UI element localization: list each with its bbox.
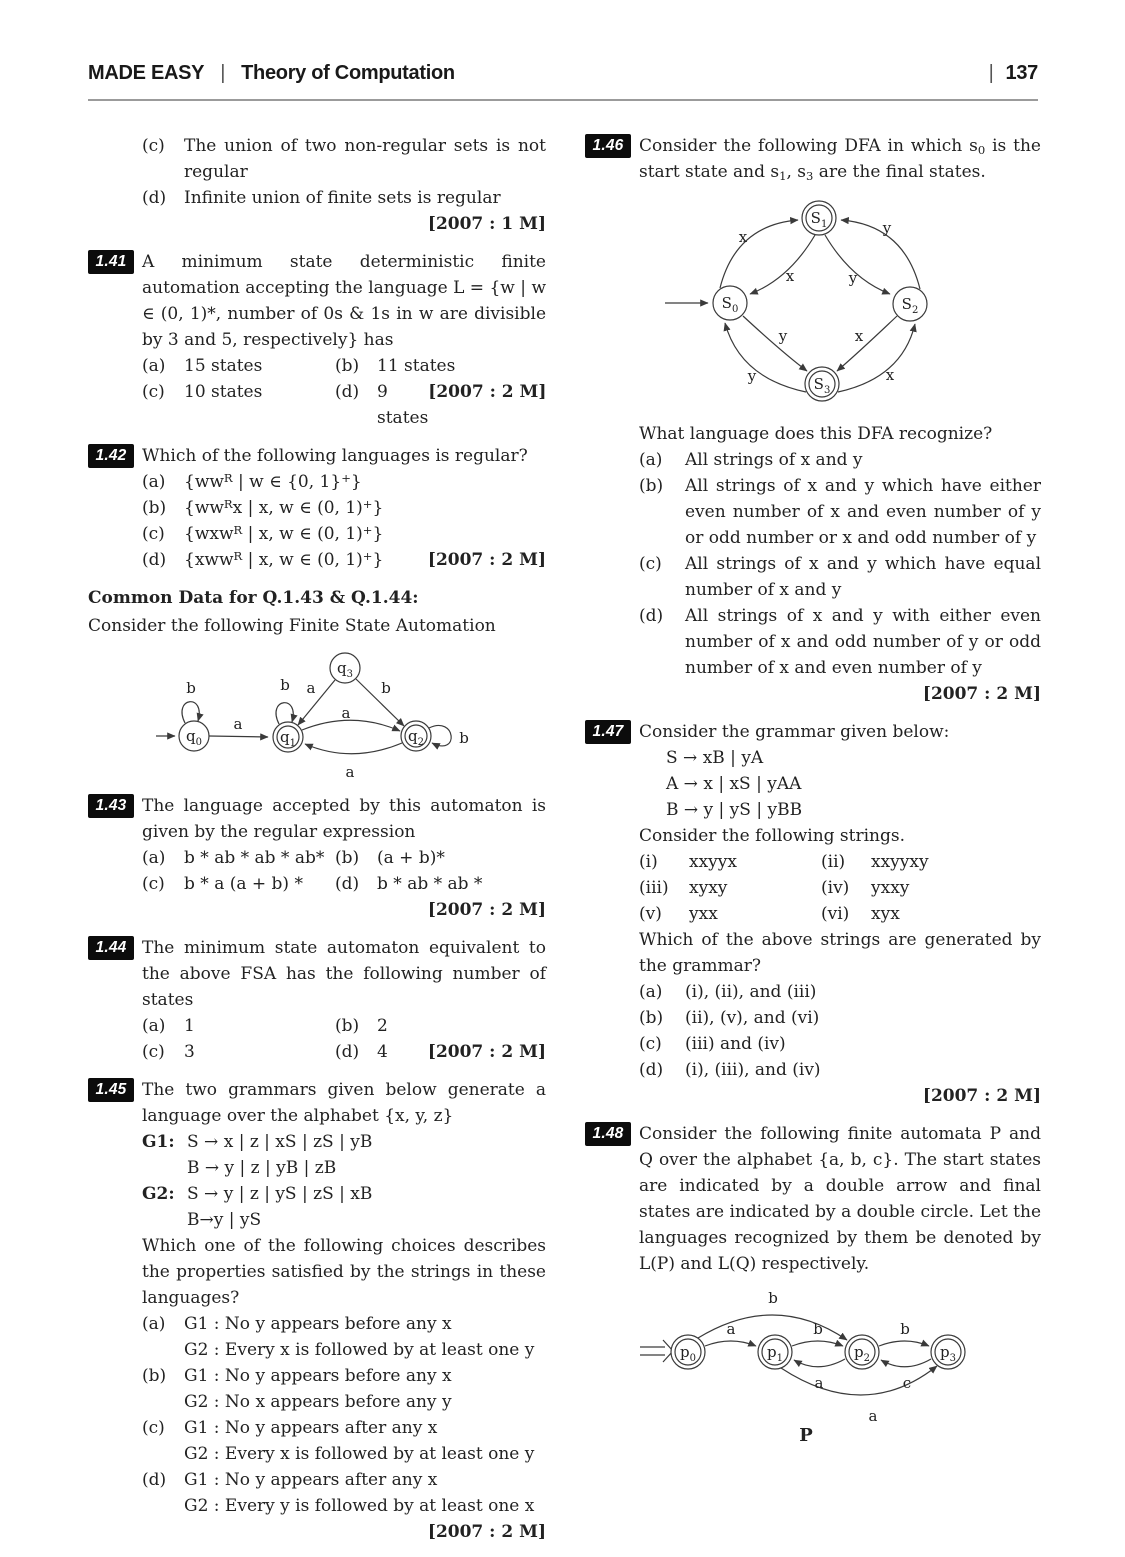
page-number-group bbox=[989, 62, 1038, 85]
edge-label: y bbox=[747, 367, 757, 385]
question-text: Consider the following finite automata P and Q over the alphabet {a, b, c}. The start states are indicated by a double arrow and final states are indicated by a double circle. Let the languages recognized by them be denoted by L(P) and L(Q) respectively. bbox=[639, 1124, 1041, 1274]
header-rule bbox=[88, 99, 1038, 101]
edge-label: b bbox=[381, 679, 391, 697]
question-text: The two grammars given below generate a language over the alphabet {x, y, z} bbox=[142, 1080, 546, 1126]
option-label: (a) bbox=[142, 472, 166, 492]
edge-label: a bbox=[814, 1374, 824, 1392]
option-label: (c) bbox=[639, 554, 662, 574]
option-label: (d) bbox=[335, 1042, 360, 1062]
option-text: 10 states bbox=[184, 382, 263, 402]
option-text: {xww$^R$ | x, w ∈ (0, 1)+} bbox=[184, 548, 384, 570]
option-label: (b) bbox=[335, 356, 360, 376]
transition-edge bbox=[182, 702, 199, 723]
transition-edge bbox=[298, 680, 335, 725]
edge-label: a bbox=[306, 679, 316, 697]
marks: [2007 : 2 M] bbox=[922, 1086, 1041, 1106]
transition-edge bbox=[881, 1359, 931, 1367]
option-label: (a) bbox=[639, 982, 663, 1002]
string-text: yxx bbox=[689, 904, 718, 924]
marks: [2007 : 2 M] bbox=[427, 550, 546, 570]
string-text: xxyyxy bbox=[871, 852, 929, 872]
option-label: (d) bbox=[639, 606, 664, 626]
question-subtext: What language does this DFA recognize? bbox=[639, 424, 993, 444]
fsa-labels bbox=[186, 659, 469, 781]
option-row bbox=[142, 1013, 546, 1039]
question-number-badge: 1.44 bbox=[88, 936, 134, 960]
option-a bbox=[639, 979, 1041, 1005]
option-label: (c) bbox=[142, 524, 165, 544]
chapter-title: Theory of Computation bbox=[241, 62, 455, 84]
option-label: (d) bbox=[335, 874, 360, 894]
option-d bbox=[142, 547, 546, 573]
option-row bbox=[142, 1039, 546, 1065]
transition-edge bbox=[750, 235, 815, 294]
option-text: All strings of x and y which have either even number of x and even number of y or odd number or x and odd number of y bbox=[685, 476, 1041, 548]
option-text: All strings of x and y with either even number of x and odd number of y or odd number of x and even number of y bbox=[685, 606, 1041, 678]
marks: [2007 : 2 M] bbox=[427, 1042, 546, 1062]
fsa-states bbox=[179, 653, 431, 752]
edge-label: b bbox=[813, 1320, 823, 1338]
option-text: (iii) and (iv) bbox=[685, 1034, 786, 1054]
edge-label: a bbox=[345, 763, 355, 781]
option-line: G2 : No x appears before any y bbox=[184, 1392, 452, 1412]
question-1-46 bbox=[585, 133, 1041, 185]
option-text: (i), (iii), and (iv) bbox=[685, 1060, 821, 1080]
p-automaton-diagram bbox=[620, 1285, 1070, 1447]
state-label-q2: $q_2$ bbox=[408, 727, 424, 748]
option-row bbox=[142, 379, 546, 431]
transition-edge bbox=[276, 703, 293, 724]
option-label: (d) bbox=[142, 550, 167, 570]
marks: [2007 : 2 M] bbox=[922, 684, 1041, 704]
edge-label: b bbox=[459, 729, 469, 747]
transition-edge bbox=[792, 1341, 843, 1346]
brand: MADE EASY bbox=[88, 62, 205, 84]
question-1-42 bbox=[88, 443, 546, 573]
option-label: (b) bbox=[335, 848, 360, 868]
state-label-p3: $p_3$ bbox=[940, 1343, 956, 1364]
string-label: (iv) bbox=[821, 878, 850, 898]
option-line: G1 : No y appears after any x bbox=[184, 1418, 438, 1438]
option-text: The union of two non-regular sets is not regular bbox=[184, 136, 546, 182]
edge-label: x bbox=[738, 228, 748, 246]
transition-edge bbox=[209, 736, 268, 737]
option-text: b * a (a + b) * bbox=[184, 874, 303, 894]
transition-edge bbox=[825, 235, 890, 294]
option-text: 3 bbox=[184, 1042, 195, 1062]
production: S → xB | yA bbox=[666, 748, 764, 768]
badge-spacer bbox=[585, 421, 631, 707]
badge-spacer bbox=[88, 133, 134, 237]
option-label: (a) bbox=[639, 450, 663, 470]
option-b bbox=[639, 1005, 1041, 1031]
question-text: Consider the grammar given below: bbox=[639, 722, 950, 742]
option-text: {$ww^Rx$ | x, w ∈ (0, 1)+} bbox=[184, 496, 384, 518]
question-number-badge: 1.46 bbox=[585, 134, 631, 158]
common-data-heading: Common Data for Q.1.43 & Q.1.44: bbox=[88, 588, 419, 608]
option-c bbox=[142, 133, 546, 185]
option-a bbox=[142, 469, 546, 495]
option-label: (b) bbox=[335, 1016, 360, 1036]
option-text: (i), (ii), and (iii) bbox=[685, 982, 817, 1002]
string-label: (ii) bbox=[821, 852, 846, 872]
question-number-badge: 1.43 bbox=[88, 794, 134, 818]
string-text: xyx bbox=[871, 904, 900, 924]
string-label: (vi) bbox=[821, 904, 850, 924]
string-label: (i) bbox=[639, 852, 658, 872]
option-row bbox=[142, 871, 546, 897]
grammar-g1-line1 bbox=[142, 1129, 546, 1155]
state-label-p2: $p_2$ bbox=[854, 1343, 870, 1364]
question-1-46-options bbox=[585, 421, 1041, 707]
option-text: 11 states bbox=[377, 356, 456, 376]
edge-label: c bbox=[902, 1374, 912, 1392]
state-label-q0: $q_0$ bbox=[186, 727, 202, 748]
option-label: (b) bbox=[639, 476, 664, 496]
question-1-44 bbox=[88, 935, 546, 1065]
option-c bbox=[142, 521, 546, 547]
question-subtext: Which of the above strings are generated by the grammar? bbox=[639, 930, 1041, 976]
question-1-41 bbox=[88, 249, 546, 431]
transition-edge bbox=[794, 1359, 845, 1367]
grammar-g2-line1 bbox=[142, 1181, 546, 1207]
question-text: The language accepted by this automaton is given by the regular expression bbox=[142, 796, 546, 842]
transition-edge bbox=[879, 1341, 929, 1346]
question-1-47 bbox=[585, 719, 1041, 1109]
page-number-divider: | bbox=[988, 62, 994, 84]
option-c bbox=[639, 551, 1041, 603]
page-number: 137 bbox=[1005, 62, 1038, 84]
option-b bbox=[142, 495, 546, 521]
transition-edge bbox=[429, 725, 451, 745]
automaton-caption: P bbox=[799, 1425, 813, 1446]
page-header bbox=[88, 62, 1038, 85]
marks: [2007 : 2 M] bbox=[427, 1522, 546, 1542]
option-d bbox=[639, 1057, 1041, 1083]
option-text: b * ab * ab * bbox=[377, 874, 483, 894]
production: B → y | z | yB | zB bbox=[187, 1158, 337, 1178]
edge-label: b bbox=[186, 679, 196, 697]
option-text: Infinite union of finite sets is regular bbox=[184, 188, 501, 208]
edge-label: y bbox=[882, 219, 892, 237]
option-line: G2 : Every x is followed by at least one y bbox=[184, 1444, 535, 1464]
option-text: All strings of x and y which have equal number of x and y bbox=[685, 554, 1041, 600]
option-label: (a) bbox=[142, 356, 166, 376]
option-label: (b) bbox=[639, 1008, 664, 1028]
grammar-label: G2: bbox=[142, 1184, 175, 1204]
option-b bbox=[142, 1363, 546, 1415]
option-label: (b) bbox=[142, 498, 167, 518]
common-data-intro: Consider the following Finite State Automation bbox=[88, 616, 496, 636]
option-line: G1 : No y appears after any x bbox=[184, 1470, 438, 1490]
state-label-s2: $S_2$ bbox=[901, 295, 919, 316]
option-label: (c) bbox=[142, 1418, 165, 1438]
option-label: (c) bbox=[142, 136, 165, 156]
option-label: (d) bbox=[142, 1470, 167, 1490]
option-label: (a) bbox=[142, 1314, 166, 1334]
option-d bbox=[142, 1467, 546, 1519]
transition-edge bbox=[705, 1341, 756, 1346]
left-column bbox=[88, 133, 546, 1557]
header-divider: | bbox=[220, 62, 226, 84]
strings-intro: Consider the following strings. bbox=[639, 826, 906, 846]
dfa-edges bbox=[665, 220, 920, 392]
transition-edge bbox=[302, 720, 400, 731]
option-text: 9 states bbox=[377, 382, 429, 428]
transition-edge bbox=[743, 316, 807, 371]
option-text: 4 bbox=[377, 1042, 388, 1062]
string-text: xxyyx bbox=[689, 852, 737, 872]
state-label-p0: $p_0$ bbox=[680, 1343, 696, 1364]
production: B → y | yS | yBB bbox=[666, 800, 803, 820]
question-text: The minimum state automaton equivalent to the above FSA has the following number of states bbox=[142, 938, 546, 1010]
option-text: 1 bbox=[184, 1016, 195, 1036]
option-a bbox=[142, 1311, 546, 1363]
option-label: (a) bbox=[142, 1016, 166, 1036]
p-labels bbox=[680, 1289, 956, 1446]
grammar-g1-line2 bbox=[187, 1155, 546, 1181]
start-double-arrow bbox=[640, 1340, 673, 1362]
string-row bbox=[639, 849, 1041, 875]
option-line: G2 : Every y is followed by at least one x bbox=[184, 1496, 535, 1516]
production: A → x | xS | yAA bbox=[666, 774, 802, 794]
transition-edge bbox=[838, 324, 915, 392]
option-a bbox=[639, 447, 1041, 473]
option-text: {$ww^R$ | w ∈ {0, 1}+} bbox=[184, 470, 362, 492]
production: S → x | z | xS | zS | yB bbox=[187, 1132, 373, 1152]
transition-edge bbox=[305, 743, 402, 754]
question-number-badge: 1.48 bbox=[585, 1122, 631, 1146]
question-text: Which of the following languages is regular? bbox=[142, 446, 528, 466]
edge-label: a bbox=[726, 1320, 736, 1338]
question-subtext: Which one of the following choices describes the properties satisfied by the strings in these languages? bbox=[142, 1236, 546, 1308]
option-line: G1 : No y appears before any x bbox=[184, 1314, 452, 1334]
right-column bbox=[585, 133, 1041, 1447]
marks: [2007 : 1 M] bbox=[427, 214, 546, 234]
grammar-g2-line2 bbox=[187, 1207, 546, 1233]
state-label-q3: $q_3$ bbox=[337, 659, 353, 680]
state-label-s3: $S_3$ bbox=[813, 375, 831, 396]
edge-label: b bbox=[280, 676, 290, 694]
question-number-badge: 1.47 bbox=[585, 720, 631, 744]
option-line: G1 : No y appears before any x bbox=[184, 1366, 452, 1386]
production: S → y | z | yS | zS | xB bbox=[187, 1184, 373, 1204]
question-1-48 bbox=[585, 1121, 1041, 1277]
state-label-s0: $S_0$ bbox=[721, 294, 739, 315]
option-label: (c) bbox=[142, 874, 165, 894]
option-d bbox=[639, 603, 1041, 681]
fsa-diagram bbox=[128, 647, 558, 783]
edge-label: y bbox=[848, 269, 858, 287]
edge-label: a bbox=[868, 1407, 878, 1425]
transition-edge bbox=[725, 323, 806, 392]
option-text: All strings of x and y bbox=[685, 450, 863, 470]
string-label: (v) bbox=[639, 904, 662, 924]
option-row bbox=[142, 845, 546, 871]
option-label: (c) bbox=[142, 382, 165, 402]
dfa-diagram bbox=[640, 191, 1010, 415]
question-number-badge: 1.45 bbox=[88, 1078, 134, 1102]
transition-edge bbox=[356, 679, 404, 726]
string-row bbox=[639, 901, 1041, 927]
option-c bbox=[142, 1415, 546, 1467]
question-number-badge: 1.42 bbox=[88, 444, 134, 468]
option-label: (d) bbox=[142, 188, 167, 208]
question-text: Consider the following DFA in which $s_0$ is the start state and $s_1$, $s_3$ are the final states. bbox=[639, 136, 1041, 184]
string-label: (iii) bbox=[639, 878, 669, 898]
question-number-badge: 1.41 bbox=[88, 250, 134, 274]
option-text: (a + b)* bbox=[377, 848, 445, 868]
option-line: G2 : Every x is followed by at least one y bbox=[184, 1340, 535, 1360]
marks: [2007 : 2 M] bbox=[428, 382, 547, 402]
production: B→y | yS bbox=[187, 1210, 262, 1230]
state-label-q1: $q_1$ bbox=[280, 728, 296, 749]
option-label: (c) bbox=[639, 1034, 662, 1054]
option-label: (d) bbox=[335, 382, 360, 402]
state-label-s1: $S_1$ bbox=[810, 209, 828, 230]
option-b bbox=[639, 473, 1041, 551]
edge-label: x bbox=[785, 267, 795, 285]
option-c bbox=[639, 1031, 1041, 1057]
question-1-43 bbox=[88, 793, 546, 923]
option-text: b * ab * ab * ab* bbox=[184, 848, 325, 868]
marks: [2007 : 2 M] bbox=[427, 900, 546, 920]
edge-label: x bbox=[885, 366, 895, 384]
edge-label: a bbox=[341, 704, 351, 722]
edge-label: a bbox=[233, 715, 243, 733]
grammar-label: G1: bbox=[142, 1132, 175, 1152]
string-text: xyxy bbox=[689, 878, 728, 898]
edge-label: b bbox=[900, 1320, 910, 1338]
string-row bbox=[639, 875, 1041, 901]
option-label: (b) bbox=[142, 1366, 167, 1386]
option-text: 2 bbox=[377, 1016, 388, 1036]
question-text: A minimum state deterministic finite automation accepting the language L = {w | w ∈ (0, 1)*, number of 0s & 1s in w are divisible by 3 and 5, respectively} has bbox=[142, 252, 546, 350]
option-label: (a) bbox=[142, 848, 166, 868]
option-row bbox=[142, 353, 546, 379]
edge-label: x bbox=[854, 327, 864, 345]
edge-label: b bbox=[768, 1289, 778, 1307]
option-label: (c) bbox=[142, 1042, 165, 1062]
option-text: (ii), (v), and (vi) bbox=[685, 1008, 820, 1028]
option-d bbox=[142, 185, 546, 211]
option-text: 15 states bbox=[184, 356, 263, 376]
string-text: yxxy bbox=[871, 878, 910, 898]
state-label-p1: $p_1$ bbox=[767, 1343, 783, 1364]
option-label: (d) bbox=[639, 1060, 664, 1080]
question-1-45 bbox=[88, 1077, 546, 1545]
edge-label: y bbox=[778, 327, 788, 345]
question-1-40-tail bbox=[88, 133, 546, 237]
option-text: {wxw$^R$ | x, w ∈ (0, 1)+} bbox=[184, 522, 384, 544]
transition-edge bbox=[781, 1366, 937, 1395]
transition-edge bbox=[837, 316, 897, 371]
